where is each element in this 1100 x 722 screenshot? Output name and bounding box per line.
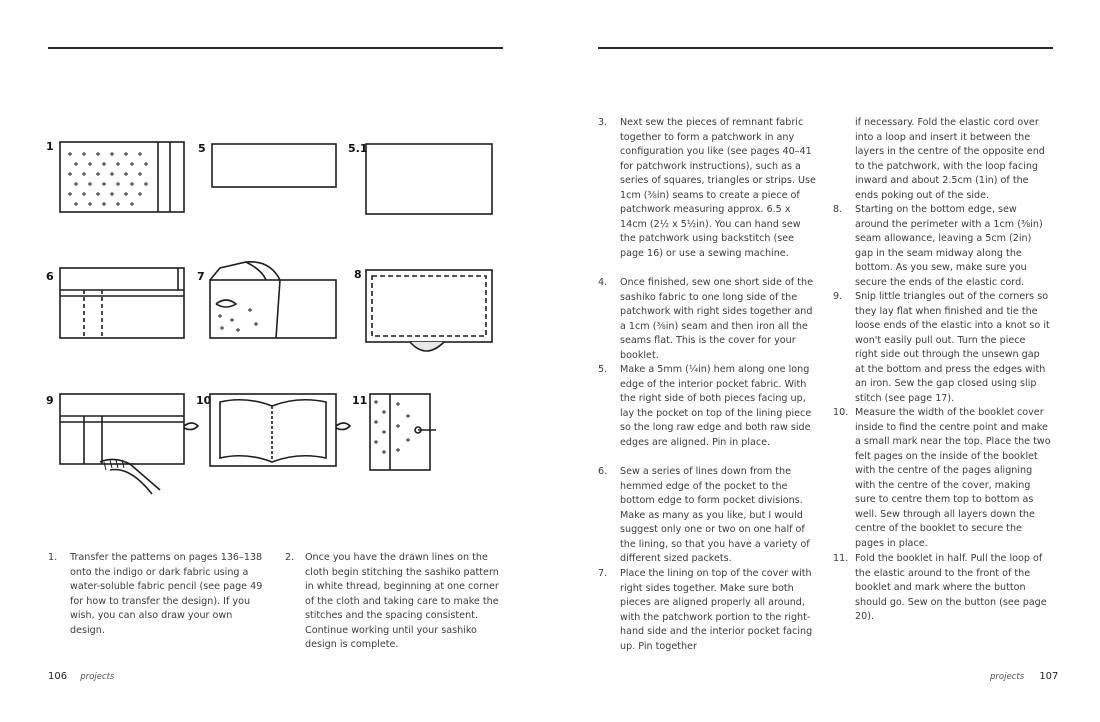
step-number: 4. [598, 277, 608, 288]
figure-11-closed-booklet [370, 394, 436, 470]
left-section-name: projects [80, 672, 115, 682]
step-text: Starting on the bottom edge, sew around the perimeter with a 1cm (⅜in) seam allowance, leaving a 5cm (2in) gap in the seam midway along the bottom. As you sew, make sure you secure the ends of the elastic cord. [855, 204, 1043, 288]
step-text: Once you have the drawn lines on the cloth begin stitching the sashiko pattern in white thread, beginning at one corner of the cloth and taking care to make the stitches and the spacing consistent. Continue working until your sashiko design is complete. [305, 552, 499, 650]
step-number: 8. [833, 204, 843, 215]
step-number: 2. [285, 552, 295, 563]
step-number: 5. [598, 364, 608, 375]
step-number: 9. [833, 291, 843, 302]
figure-label-11: 11 [352, 394, 368, 407]
figure-1-sashiko-fabric [60, 142, 184, 212]
left-top-rule [48, 47, 503, 49]
step-text: Transfer the patterns on pages 136–138 onto the indigo or dark fabric using a water-soluble fabric pencil (see page 49 for how to transfer the design). If you wish, you can also draw your own design. [70, 552, 263, 636]
step-text: if necessary. Fold the elastic cord over into a loop and insert it between the layers in the centre of the opposite end to the patchwork, with the loop facing inward and about 2.5cm (1in) of the ends poking out of the side. [855, 117, 1045, 201]
step-text: Sew a series of lines down from the hemmed edge of the pocket to the bottom edge to form pocket divisions. Make as many as you like, but I would suggest only one or two on one half of the lining, so that you have a variety of different sized packets. [620, 466, 810, 564]
step-text: Fold the booklet in half. Pull the loop of the elastic around to the front of the booklet and mark where the button should go. Sew on the button (see page 20). [855, 553, 1047, 622]
step-text: Snip little triangles out of the corners so they lay flat when finished and tie the loose ends of the elastic into a knot so it won't easily pull out. Turn the piece right side out through the unsewn gap at the bottom and press the edges with an iron. Sew the gap closed using slip stitch (see page 17). [855, 291, 1050, 404]
step-number: 7. [598, 568, 608, 579]
figure-label-6: 6 [46, 270, 54, 283]
figure-label-10: 10 [196, 394, 212, 407]
figure-label-1: 1 [46, 140, 54, 153]
step-number: 1. [48, 552, 58, 563]
step-number: 6. [598, 466, 608, 477]
right-top-rule [598, 47, 1053, 49]
step-text: Measure the width of the booklet cover inside to find the centre point and make a small mark near the top. Place the two felt pages on the inside of the booklet with the centre of the pages aligning with the centre of the cover, making sure to centre them top to bottom as well. Sew through all layers down the centre of the booklet to secure the pages in place. [855, 407, 1051, 549]
figure-7-cover-fold [210, 262, 336, 338]
figure-label-5: 5 [198, 142, 206, 155]
step-text: Next sew the pieces of remnant fabric together to form a patchwork in any configuration you like (see pages 40–41 for patchwork instructions), such as a series of squares, triangles or strips. Use 1cm (⅜in) seams to create a piece of patchwork measuring approx. 6.5 x 14cm (2½ x 5½in). You can hand sew the patchwork using backstitch (see page 16) or use a sewing machine. [620, 117, 816, 259]
right-section-name: projects [990, 672, 1025, 682]
step-number: 3. [598, 117, 608, 128]
figure-8-seam-outline [366, 270, 492, 351]
step-number: 11. [833, 553, 849, 564]
figure-label-8: 8 [354, 268, 362, 281]
step-text: Make a 5mm (¼in) hem along one long edge of the interior pocket fabric. With the right side of both pieces facing up, lay the pocket on top of the lining piece so the long raw edge and both raw side edges are aligned. Pin in place. [620, 364, 812, 448]
step-number: 10. [833, 407, 849, 418]
figure-10-open-booklet [210, 394, 350, 466]
figure-5-rectangle [212, 144, 336, 187]
figure-label-7: 7 [197, 270, 205, 283]
figure-6-pocket-lines [60, 268, 184, 338]
step-text: Once finished, sew one short side of the sashiko fabric to one long side of the patchwork with right sides together and a 1cm (⅜in) seam and then iron all the seams flat. This is the cover for your booklet. [620, 277, 813, 361]
step-text: Place the lining on top of the cover with right sides together. Make sure both pieces are aligned properly all around, with the patchwork portion to the right-hand side and the interior pocket facing up. Pin together [620, 568, 813, 652]
left-footer [48, 671, 114, 682]
right-page-number: 107 [1039, 671, 1059, 682]
left-page-number: 106 [48, 671, 68, 682]
figure-label-5-1: 5.1 [348, 142, 368, 155]
instruction-illustrations [40, 130, 510, 510]
figure-9-turned-piece [60, 394, 198, 494]
right-footer [990, 671, 1058, 682]
figure-5-1-rectangle [366, 144, 492, 214]
figure-label-9: 9 [46, 394, 54, 407]
